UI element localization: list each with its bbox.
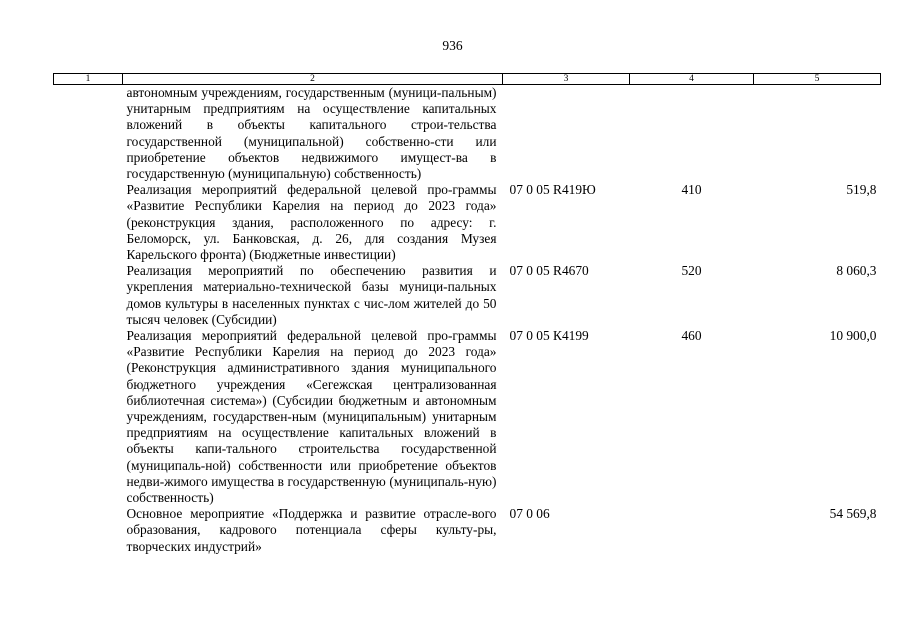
column-number-row — [54, 74, 881, 85]
target-article-code — [503, 85, 630, 183]
column-number-1: 1 — [54, 74, 123, 85]
target-article-code: 07 0 06 — [509, 506, 550, 522]
table-row — [54, 506, 881, 555]
target-article-code: 07 0 05 К4199 — [509, 328, 589, 344]
expenditure-name: Основное мероприятие «Поддержка и развитие отрасле-вого образования, кадрового потенциала сферы культу-ры, творческих индустрий» — [126, 506, 497, 554]
row-number-cell — [54, 182, 123, 263]
amount-cell — [754, 85, 881, 183]
expenditure-name: Реализация мероприятий по обеспечению развития и укрепления материально-технической базы муници-пальных домов культуры в населенных пунктах с чис-лом жителей до 50 тысяч человек (Субсидии) — [126, 263, 497, 327]
expenditure-name: автономным учреждениям, государственным (муници-пальным) унитарным предприятиям на осуществление капитальных вложений в объекты капитального строи-тельства государственной (муниципальной) собственно-сти или приобретение объектов недвижимого имущест-ва в государственную (муниципальную) собственность) — [126, 85, 497, 182]
expense-type-code: 410 — [681, 182, 702, 198]
amount-cell: 8 060,3 — [836, 263, 877, 279]
row-number-cell — [54, 328, 123, 506]
table-row — [54, 182, 881, 263]
table-row — [54, 85, 881, 183]
expense-type-code — [630, 85, 754, 183]
table-row — [54, 263, 881, 328]
target-article-code: 07 0 05 R419Ю — [509, 182, 596, 198]
target-article-code: 07 0 05 R4670 — [509, 263, 589, 279]
page-number: 936 — [442, 38, 463, 53]
row-number-cell — [54, 506, 123, 555]
row-number-cell — [54, 263, 123, 328]
column-number-3: 3 — [503, 74, 630, 85]
expense-type-code: 460 — [681, 328, 702, 344]
amount-cell: 519,8 — [846, 182, 877, 198]
expense-type-code — [630, 506, 754, 555]
amount-cell: 54 569,8 — [829, 506, 877, 522]
amount-cell: 10 900,0 — [829, 328, 877, 344]
column-number-5: 5 — [754, 74, 881, 85]
expense-type-code: 520 — [681, 263, 702, 279]
row-number-cell — [54, 85, 123, 183]
column-number-2: 2 — [123, 74, 503, 85]
expenditure-name: Реализация мероприятий федеральной целевой про-граммы «Развитие Республики Карелия на период до 2023 года» (реконструкция здания, расположенного по адресу: г. Беломорск, ул. Банковская, д. 26, для создания Музея Карельского фронта) (Бюджетные инвестиции) — [126, 182, 497, 263]
table-row — [54, 328, 881, 506]
column-number-4: 4 — [630, 74, 754, 85]
budget-table — [53, 73, 881, 555]
expenditure-name: Реализация мероприятий федеральной целевой про-граммы «Развитие Республики Карелия на период до 2023 года» (Реконструкция административного здания муниципального бюджетного учреждения «Сегежская централизованная библиотечная система») (Субсидии бюджетным и автономным учреждениям, государствен-ным (муниципальным) унитарным предприятиям на осуществление капитальных вложений в объекты капи-тального строительства государственной (муниципаль-ной) собственности или приобретение объектов недви-жимого имущества в государственную (муниципаль-ную) собственность) — [126, 328, 497, 506]
